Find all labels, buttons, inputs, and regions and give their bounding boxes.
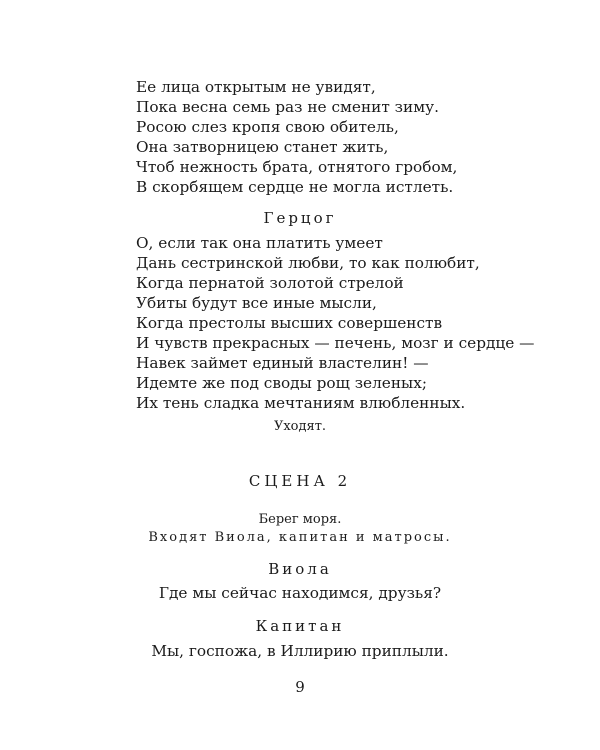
verse-stanza-1 <box>136 77 457 197</box>
speaker-name-duke: Герцог <box>263 209 337 227</box>
speaker-name-captain: Капитан <box>255 617 345 635</box>
stage-direction-exit: Уходят. <box>273 419 327 434</box>
verse-line: Дань сестринской любви, то как полюбит, <box>136 254 480 272</box>
verse-line: Когда престолы высших совершенств <box>136 314 443 332</box>
verse-line: Навек займет единый властелин! — <box>136 354 429 372</box>
verse-line: Их тень сладка мечтаниям влюбленных. <box>136 394 466 412</box>
verse-line: В скорбящем сердце не могла истлеть. <box>136 178 454 196</box>
verse-line: Росою слез кропя свою обитель, <box>136 118 399 136</box>
stage-direction-setting: Берег моря. <box>258 512 342 527</box>
verse-line: О, если так она платить умеет <box>136 234 383 252</box>
stage-direction-enter: Входят Виола, капитан и матросы. <box>148 530 452 545</box>
verse-line: Она затворницею станет жить, <box>136 138 389 156</box>
dialogue-line-viola: Где мы сейчас находимся, друзья? <box>158 584 442 602</box>
verse-line: Пока весна семь раз не сменит зиму. <box>136 98 439 116</box>
verse-line: Ее лица открытым не увидят, <box>136 78 376 96</box>
verse-line: И чувств прекрасных — печень, мозг и сердце — <box>136 334 535 352</box>
dialogue-line-captain: Мы, госпожа, в Иллирию приплыли. <box>151 642 449 660</box>
verse-line: Чтоб нежность брата, отнятого гробом, <box>136 158 458 176</box>
verse-line: Убиты будут все иные мысли, <box>136 294 377 312</box>
verse-line: Идемте же под своды рощ зеленых; <box>136 374 428 392</box>
verse-line: Когда пернатой золотой стрелой <box>136 274 404 292</box>
page-number: 9 <box>295 678 305 696</box>
speaker-name-viola: Виола <box>268 560 332 578</box>
scene-heading: СЦЕНА 2 <box>248 472 352 490</box>
verse-stanza-2 <box>136 233 534 413</box>
